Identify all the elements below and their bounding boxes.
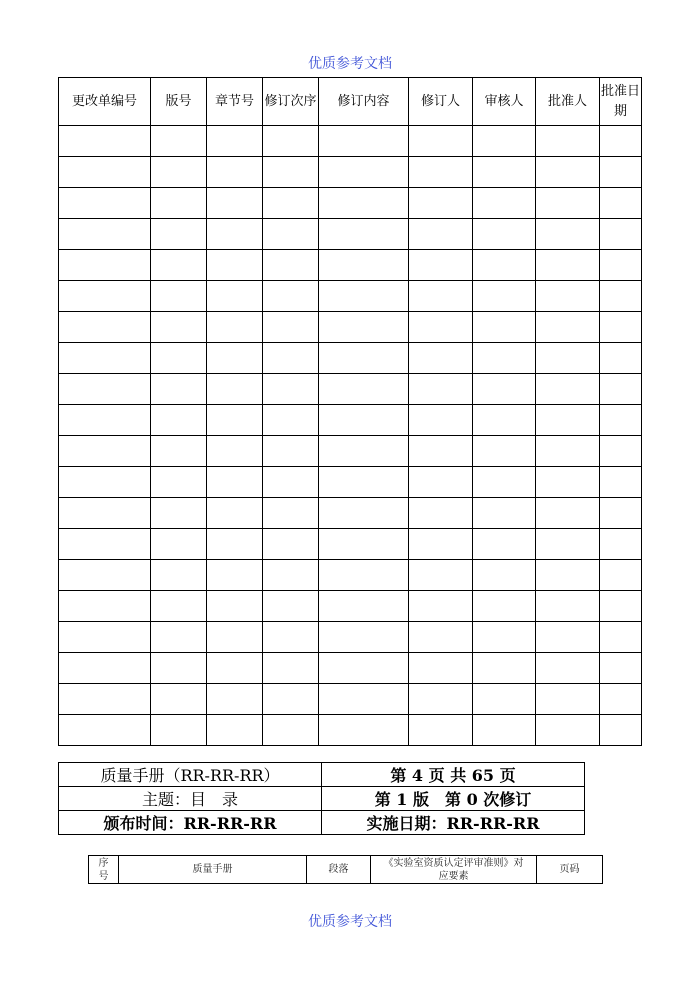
table-row <box>59 188 642 219</box>
table-cell <box>409 250 473 281</box>
table-cell <box>600 467 642 498</box>
table-cell <box>263 529 319 560</box>
table-row <box>59 157 642 188</box>
header-approver: 批准人 <box>536 78 600 126</box>
table-cell <box>207 188 263 219</box>
table-cell <box>263 188 319 219</box>
header-revision-content: 修订内容 <box>319 78 409 126</box>
table-cell <box>409 188 473 219</box>
table-cell <box>473 715 536 746</box>
info-table <box>58 762 585 835</box>
table-row <box>59 126 642 157</box>
header-reviser: 修订人 <box>409 78 473 126</box>
table-cell <box>536 219 600 250</box>
table-cell <box>409 219 473 250</box>
table-cell <box>473 622 536 653</box>
table-cell <box>600 622 642 653</box>
table-cell <box>600 374 642 405</box>
table-cell <box>409 560 473 591</box>
table-cell <box>151 529 207 560</box>
table-cell <box>151 374 207 405</box>
table-row <box>59 405 642 436</box>
table-cell <box>473 653 536 684</box>
table-cell <box>151 591 207 622</box>
table-cell <box>151 653 207 684</box>
table-cell <box>409 405 473 436</box>
ref-page-code: 页码 <box>537 856 603 884</box>
table-cell <box>473 591 536 622</box>
table-cell <box>473 374 536 405</box>
table-cell <box>207 653 263 684</box>
table-cell <box>473 126 536 157</box>
table-cell <box>600 591 642 622</box>
table-cell <box>151 560 207 591</box>
table-cell <box>319 312 409 343</box>
ref-seq: 序号 <box>89 856 119 884</box>
table-cell <box>409 281 473 312</box>
table-row <box>59 312 642 343</box>
table-row <box>59 560 642 591</box>
table-cell <box>473 312 536 343</box>
header-approval-date: 批准日期 <box>600 78 642 126</box>
table-cell <box>59 281 151 312</box>
table-cell <box>473 188 536 219</box>
edition-info: 第 1 版 第 0 次修订 <box>322 787 585 811</box>
effective-date: 实施日期：RR-RR-RR <box>322 811 585 835</box>
table-cell <box>600 405 642 436</box>
table-cell <box>207 498 263 529</box>
table-cell <box>473 684 536 715</box>
table-cell <box>59 312 151 343</box>
table-cell <box>59 467 151 498</box>
table-cell <box>409 715 473 746</box>
table-cell <box>409 312 473 343</box>
table-cell <box>59 374 151 405</box>
table-cell <box>151 250 207 281</box>
table-cell <box>207 343 263 374</box>
table-cell <box>319 560 409 591</box>
table-cell <box>151 219 207 250</box>
table-cell <box>319 653 409 684</box>
table-cell <box>207 467 263 498</box>
table-cell <box>207 250 263 281</box>
table-cell <box>409 157 473 188</box>
revision-header-row <box>59 78 642 126</box>
table-cell <box>263 684 319 715</box>
table-cell <box>59 157 151 188</box>
manual-title: 质量手册（RR-RR-RR） <box>59 763 322 787</box>
table-cell <box>536 188 600 219</box>
table-cell <box>59 343 151 374</box>
table-cell <box>409 529 473 560</box>
issue-date: 颁布时间：RR-RR-RR <box>59 811 322 835</box>
table-cell <box>151 343 207 374</box>
table-cell <box>263 715 319 746</box>
table-cell <box>409 591 473 622</box>
table-row <box>59 529 642 560</box>
table-cell <box>319 591 409 622</box>
table-cell <box>207 715 263 746</box>
table-cell <box>536 250 600 281</box>
table-cell <box>409 498 473 529</box>
table-cell <box>263 653 319 684</box>
table-cell <box>473 560 536 591</box>
table-cell <box>263 498 319 529</box>
table-row <box>59 622 642 653</box>
table-cell <box>536 560 600 591</box>
table-cell <box>151 467 207 498</box>
table-cell <box>207 281 263 312</box>
table-cell <box>207 219 263 250</box>
table-cell <box>263 219 319 250</box>
table-row <box>59 498 642 529</box>
table-row <box>59 281 642 312</box>
table-cell <box>600 157 642 188</box>
header-revision-seq: 修订次序 <box>263 78 319 126</box>
table-cell <box>600 312 642 343</box>
table-cell <box>59 591 151 622</box>
table-cell <box>600 529 642 560</box>
revision-table-body <box>59 126 642 746</box>
table-cell <box>536 529 600 560</box>
table-cell <box>207 591 263 622</box>
table-cell <box>151 312 207 343</box>
table-cell <box>59 715 151 746</box>
table-cell <box>319 405 409 436</box>
table-cell <box>263 312 319 343</box>
table-cell <box>207 436 263 467</box>
table-cell <box>263 467 319 498</box>
table-cell <box>473 281 536 312</box>
table-cell <box>59 126 151 157</box>
ref-section: 段落 <box>307 856 371 884</box>
table-cell <box>263 622 319 653</box>
table-cell <box>473 250 536 281</box>
table-cell <box>151 498 207 529</box>
table-cell <box>59 219 151 250</box>
table-cell <box>151 405 207 436</box>
table-cell <box>151 157 207 188</box>
table-cell <box>536 591 600 622</box>
table-cell <box>263 343 319 374</box>
page-info: 第 4 页 共 65 页 <box>322 763 585 787</box>
table-cell <box>409 126 473 157</box>
table-cell <box>207 312 263 343</box>
table-cell <box>536 622 600 653</box>
table-cell <box>263 374 319 405</box>
table-row <box>59 219 642 250</box>
table-cell <box>59 188 151 219</box>
table-cell <box>409 436 473 467</box>
table-cell <box>536 281 600 312</box>
table-cell <box>409 467 473 498</box>
table-cell <box>59 653 151 684</box>
table-cell <box>409 684 473 715</box>
table-cell <box>600 653 642 684</box>
table-row <box>59 653 642 684</box>
table-cell <box>263 591 319 622</box>
table-cell <box>151 126 207 157</box>
ref-manual: 质量手册 <box>119 856 307 884</box>
table-row <box>59 715 642 746</box>
table-cell <box>473 405 536 436</box>
table-cell <box>536 374 600 405</box>
table-cell <box>319 529 409 560</box>
table-cell <box>319 219 409 250</box>
table-cell <box>151 622 207 653</box>
table-cell <box>263 126 319 157</box>
table-cell <box>207 622 263 653</box>
table-cell <box>263 250 319 281</box>
table-cell <box>536 312 600 343</box>
header-version: 版号 <box>151 78 207 126</box>
table-cell <box>59 436 151 467</box>
table-cell <box>473 157 536 188</box>
table-cell <box>59 250 151 281</box>
table-cell <box>263 405 319 436</box>
table-cell <box>600 219 642 250</box>
table-cell <box>59 622 151 653</box>
table-cell <box>319 498 409 529</box>
table-cell <box>409 622 473 653</box>
table-cell <box>536 715 600 746</box>
table-cell <box>319 715 409 746</box>
table-row <box>59 374 642 405</box>
reference-table <box>88 855 603 884</box>
table-cell <box>600 281 642 312</box>
table-cell <box>600 250 642 281</box>
info-row <box>59 811 585 835</box>
table-cell <box>207 684 263 715</box>
table-row <box>59 467 642 498</box>
table-cell <box>319 374 409 405</box>
table-cell <box>151 188 207 219</box>
table-cell <box>409 653 473 684</box>
table-cell <box>473 529 536 560</box>
subject: 主题：目 录 <box>59 787 322 811</box>
table-cell <box>536 684 600 715</box>
table-cell <box>409 343 473 374</box>
table-cell <box>263 560 319 591</box>
table-cell <box>207 374 263 405</box>
table-cell <box>319 467 409 498</box>
table-cell <box>319 281 409 312</box>
table-cell <box>319 250 409 281</box>
table-row <box>59 684 642 715</box>
table-cell <box>473 467 536 498</box>
watermark-top: 优质参考文档 <box>308 56 392 72</box>
table-cell <box>151 281 207 312</box>
table-cell <box>536 436 600 467</box>
table-row <box>59 343 642 374</box>
table-cell <box>409 374 473 405</box>
table-cell <box>473 219 536 250</box>
table-cell <box>59 498 151 529</box>
table-cell <box>319 157 409 188</box>
watermark-bottom: 优质参考文档 <box>308 914 392 930</box>
table-cell <box>263 281 319 312</box>
table-row <box>59 250 642 281</box>
table-cell <box>600 126 642 157</box>
table-cell <box>600 715 642 746</box>
table-cell <box>600 560 642 591</box>
table-cell <box>263 436 319 467</box>
info-row <box>59 787 585 811</box>
table-cell <box>151 715 207 746</box>
table-row <box>59 591 642 622</box>
table-row <box>59 436 642 467</box>
revision-table <box>58 77 642 746</box>
table-cell <box>207 126 263 157</box>
table-cell <box>59 405 151 436</box>
table-cell <box>473 498 536 529</box>
table-cell <box>207 560 263 591</box>
table-cell <box>600 343 642 374</box>
table-cell <box>151 436 207 467</box>
table-cell <box>536 498 600 529</box>
table-cell <box>59 684 151 715</box>
table-cell <box>536 405 600 436</box>
table-cell <box>600 498 642 529</box>
table-cell <box>536 126 600 157</box>
table-cell <box>207 157 263 188</box>
table-cell <box>319 436 409 467</box>
table-cell <box>536 157 600 188</box>
table-cell <box>319 188 409 219</box>
table-cell <box>536 653 600 684</box>
table-cell <box>207 405 263 436</box>
table-cell <box>600 436 642 467</box>
table-cell <box>319 684 409 715</box>
ref-criteria: 《实验室资质认定评审准则》对应要素 <box>371 856 537 884</box>
table-cell <box>473 343 536 374</box>
header-change-no: 更改单编号 <box>59 78 151 126</box>
table-cell <box>600 684 642 715</box>
table-cell <box>263 157 319 188</box>
reference-row <box>89 856 603 884</box>
header-chapter: 章节号 <box>207 78 263 126</box>
table-cell <box>536 343 600 374</box>
table-cell <box>59 560 151 591</box>
header-reviewer: 审核人 <box>473 78 536 126</box>
table-cell <box>473 436 536 467</box>
table-cell <box>151 684 207 715</box>
table-cell <box>536 467 600 498</box>
table-cell <box>59 529 151 560</box>
table-cell <box>319 622 409 653</box>
table-cell <box>319 126 409 157</box>
table-cell <box>600 188 642 219</box>
table-cell <box>207 529 263 560</box>
table-cell <box>319 343 409 374</box>
info-row <box>59 763 585 787</box>
